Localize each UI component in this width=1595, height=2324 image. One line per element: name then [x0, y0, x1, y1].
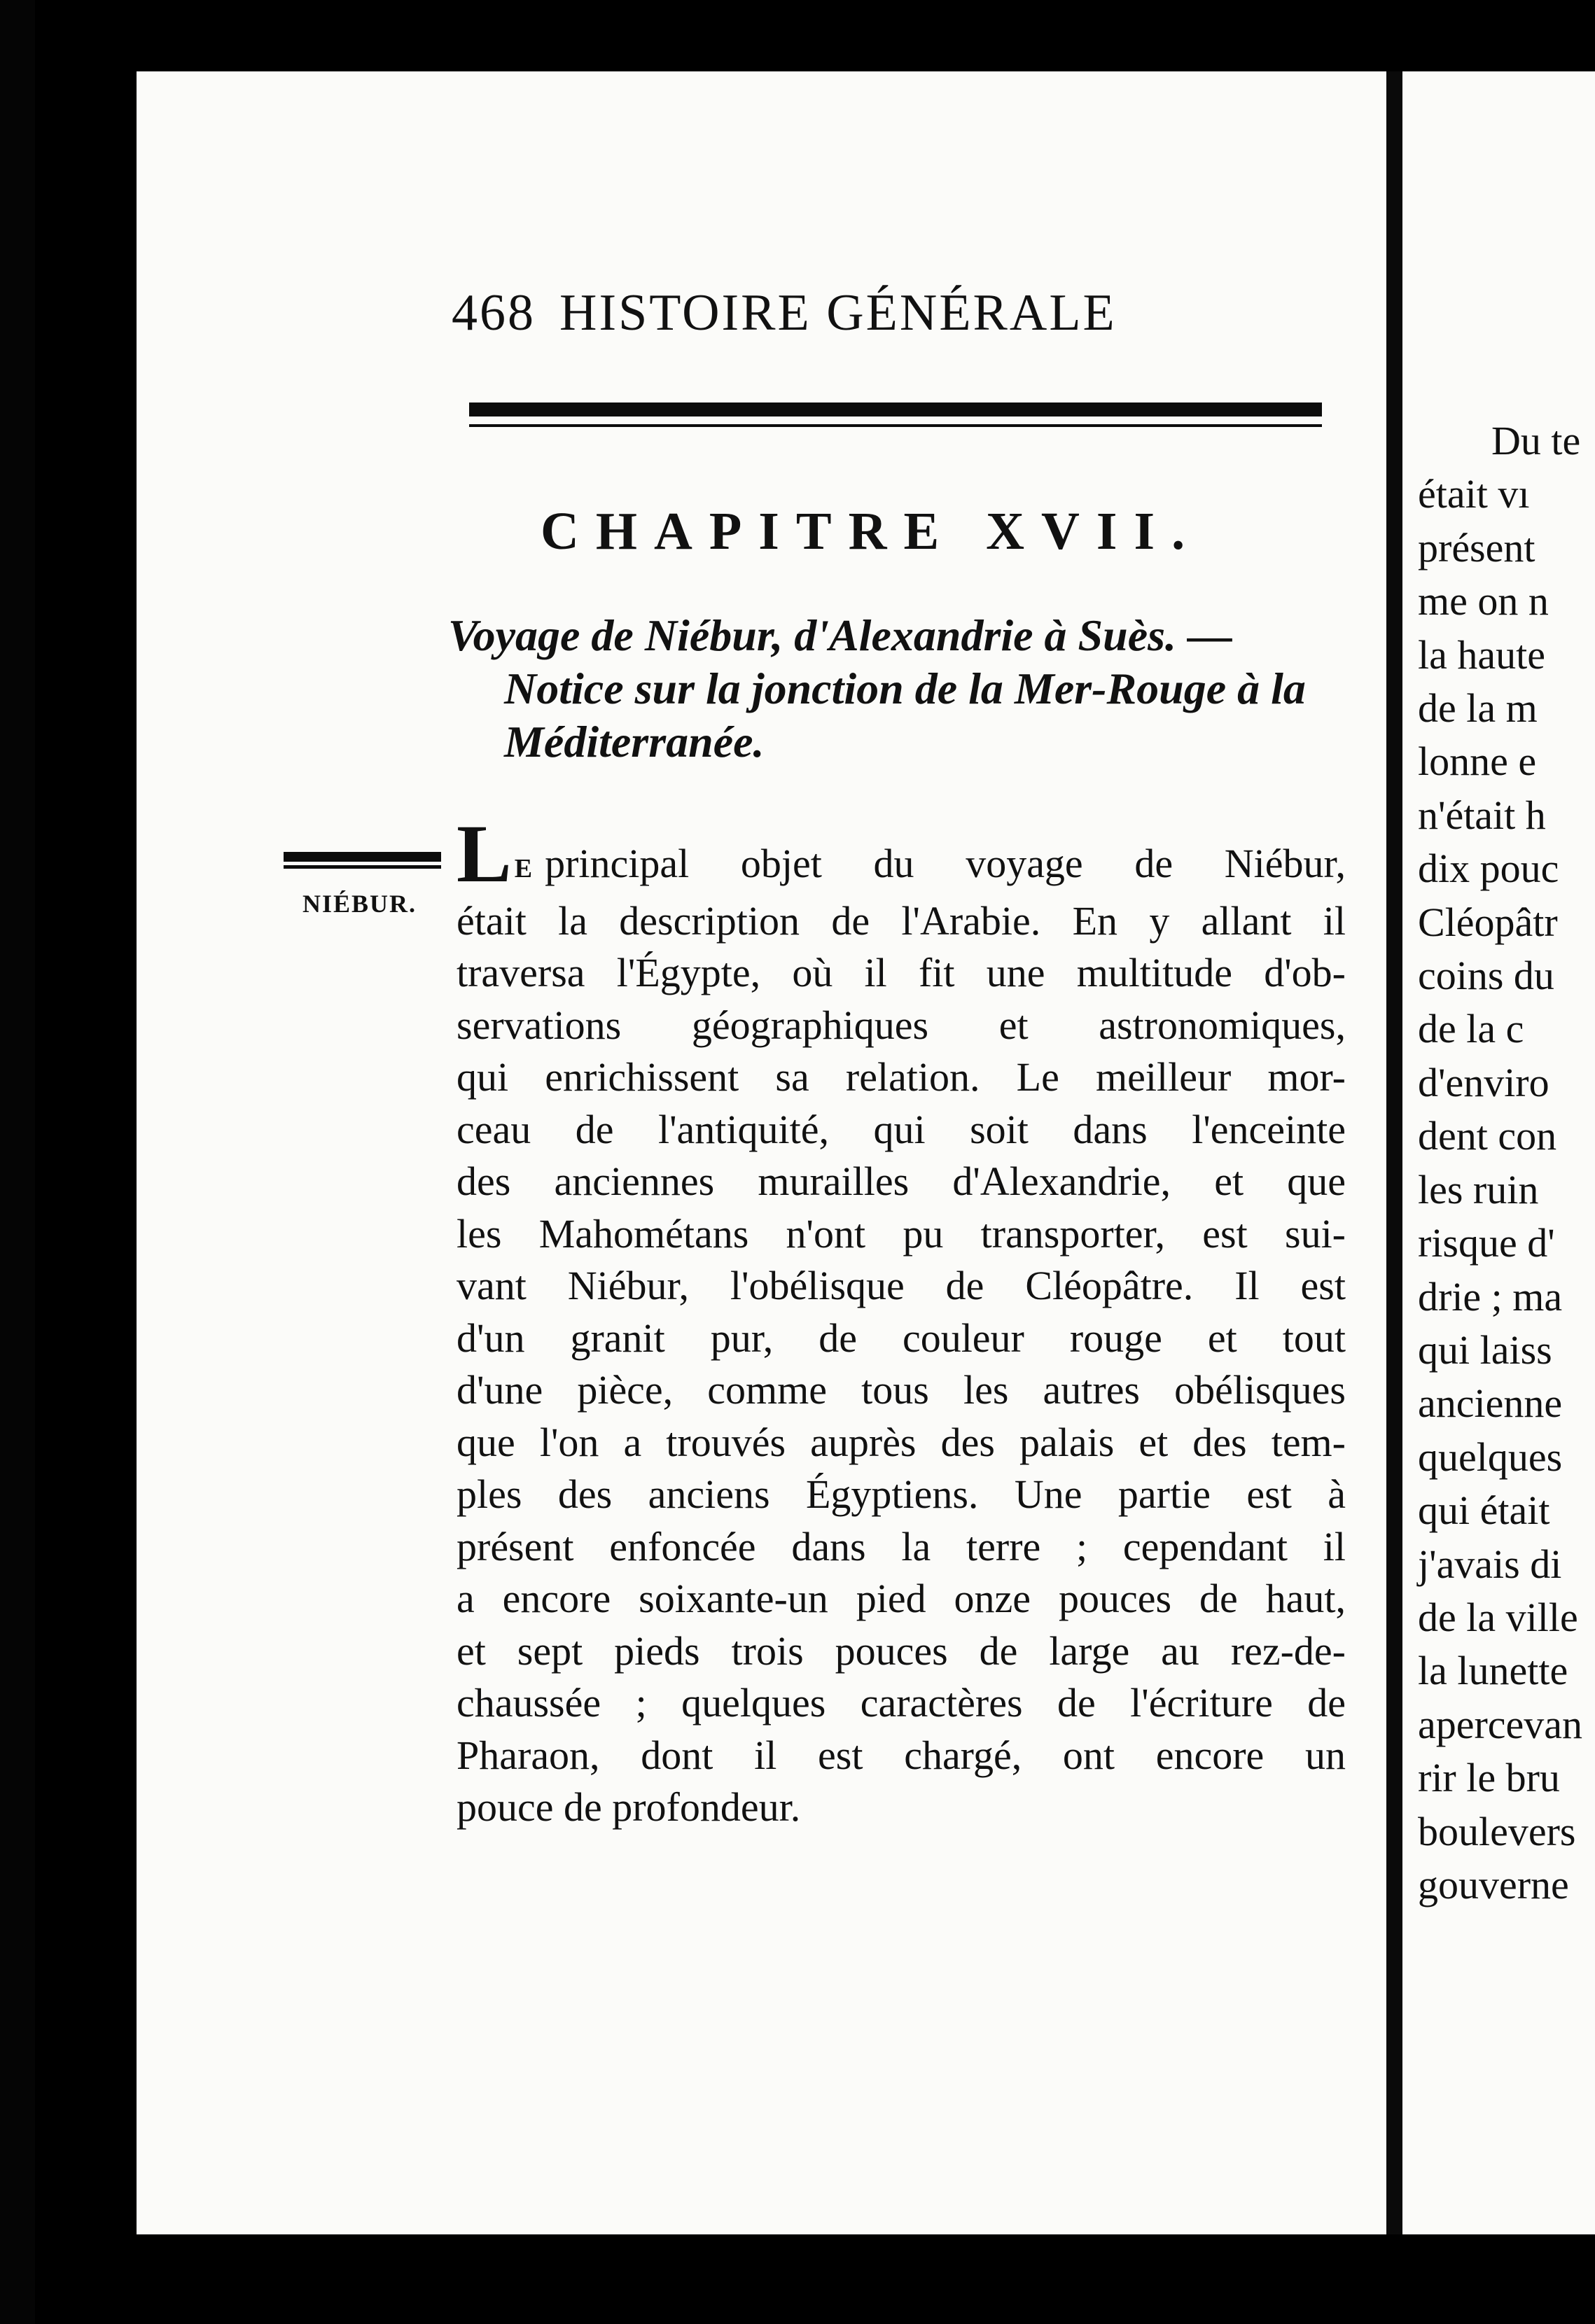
right-line: me on n: [1418, 578, 1549, 624]
header-rule-thin: [469, 424, 1322, 427]
right-line: qui était: [1418, 1488, 1550, 1534]
summary-line: Méditerranée.: [504, 717, 765, 766]
right-line: lonne e: [1418, 738, 1537, 785]
right-line: de la ville: [1418, 1594, 1578, 1640]
right-line: rir le bru: [1418, 1755, 1560, 1801]
page-number: 468: [452, 284, 536, 342]
body-line: pouce de profondeur.: [457, 1784, 801, 1830]
scan-edge-left: [0, 0, 35, 2324]
right-line: dix pouc: [1418, 846, 1559, 892]
running-head: [452, 284, 1117, 343]
margin-note: NIÉBUR.: [302, 890, 417, 918]
body-line: vant Niébur, l'obélisque de Cléopâtre. Il est: [457, 1263, 1346, 1308]
body-line: et sept pieds trois pouces de large au rez-de-: [457, 1628, 1346, 1674]
body-line: des anciennes murailles d'Alexandrie, et que: [457, 1158, 1346, 1204]
summary-line: Voyage de Niébur, d'Alexandrie à Suès. —: [448, 610, 1233, 660]
right-line: les ruin: [1418, 1166, 1539, 1212]
right-line: la haute: [1418, 631, 1545, 678]
drop-cap: L: [457, 808, 512, 899]
body-line: traversa l'Égypte, où il fit une multitude d'ob-: [457, 950, 1346, 995]
right-line: ancienne: [1418, 1380, 1563, 1427]
body-line: était la description de l'Arabie. En y allant il: [457, 897, 1346, 944]
right-line: de la m: [1418, 685, 1538, 732]
body-line: les Mahométans n'ont pu transporter, est sui-: [457, 1210, 1346, 1256]
body-line: servations géographiques et astronomiques,: [457, 1002, 1346, 1048]
right-line: gouverne: [1418, 1861, 1569, 1907]
right-page-text: [1418, 414, 1595, 1912]
right-line: de la c: [1418, 1006, 1524, 1052]
right-line: risque d': [1418, 1220, 1555, 1266]
chapter-title: CHAPITRE XVII.: [541, 502, 1202, 561]
chapter-summary: [448, 609, 1344, 769]
right-line: la lunette: [1418, 1648, 1568, 1694]
summary-line: Notice sur la jonction de la Mer-Rouge à la: [504, 664, 1306, 713]
right-line: apercevan: [1418, 1701, 1583, 1747]
body-line: L E principal objet du voyage de Niébur,: [457, 808, 1346, 899]
running-title: HISTOIRE GÉNÉRALE: [559, 284, 1117, 342]
body-line: Pharaon, dont il est chargé, ont encore un: [457, 1732, 1346, 1778]
body-paragraph: [457, 808, 1346, 1834]
header-rule-thick: [469, 402, 1322, 416]
drop-cap-rest: E: [514, 854, 533, 883]
body-line: présent enfoncée dans la terre ; cependant il: [457, 1523, 1346, 1569]
right-line: boulevers: [1418, 1808, 1576, 1854]
right-line: drie ; ma: [1418, 1273, 1563, 1320]
body-line: que l'on a trouvés auprès des palais et des tem-: [457, 1419, 1346, 1465]
margin-rule-thin: [284, 865, 441, 869]
right-line: d'enviro: [1418, 1059, 1549, 1105]
right-line: n'était h: [1418, 792, 1546, 838]
right-line: Cléopâtr: [1418, 899, 1558, 945]
body-line: ples des anciens Égyptiens. Une partie est à: [457, 1471, 1346, 1517]
right-line: j'avais di: [1418, 1541, 1562, 1587]
body-line: d'une pièce, comme tous les autres obélisques: [457, 1367, 1346, 1413]
right-line: présent: [1418, 524, 1535, 570]
right-line: coins du: [1418, 953, 1554, 999]
right-line: quelques: [1418, 1434, 1563, 1480]
body-line: chaussée ; quelques caractères de l'écriture de: [457, 1680, 1346, 1726]
body-line: d'un granit pur, de couleur rouge et tout: [457, 1315, 1346, 1361]
right-line: qui laiss: [1418, 1326, 1552, 1373]
margin-rule: [284, 852, 441, 862]
book-gutter: [1386, 71, 1402, 2234]
body-line: ceau de l'antiquité, qui soit dans l'enceinte: [457, 1106, 1346, 1152]
right-line: était vı: [1418, 471, 1530, 517]
right-line: Du te: [1491, 418, 1581, 463]
right-page: [1402, 71, 1595, 2234]
body-line: a encore soixante-un pied onze pouces de haut,: [457, 1576, 1346, 1621]
body-line: qui enrichissent sa relation. Le meilleur mor-: [457, 1054, 1346, 1100]
right-line: dent con: [1418, 1113, 1557, 1159]
